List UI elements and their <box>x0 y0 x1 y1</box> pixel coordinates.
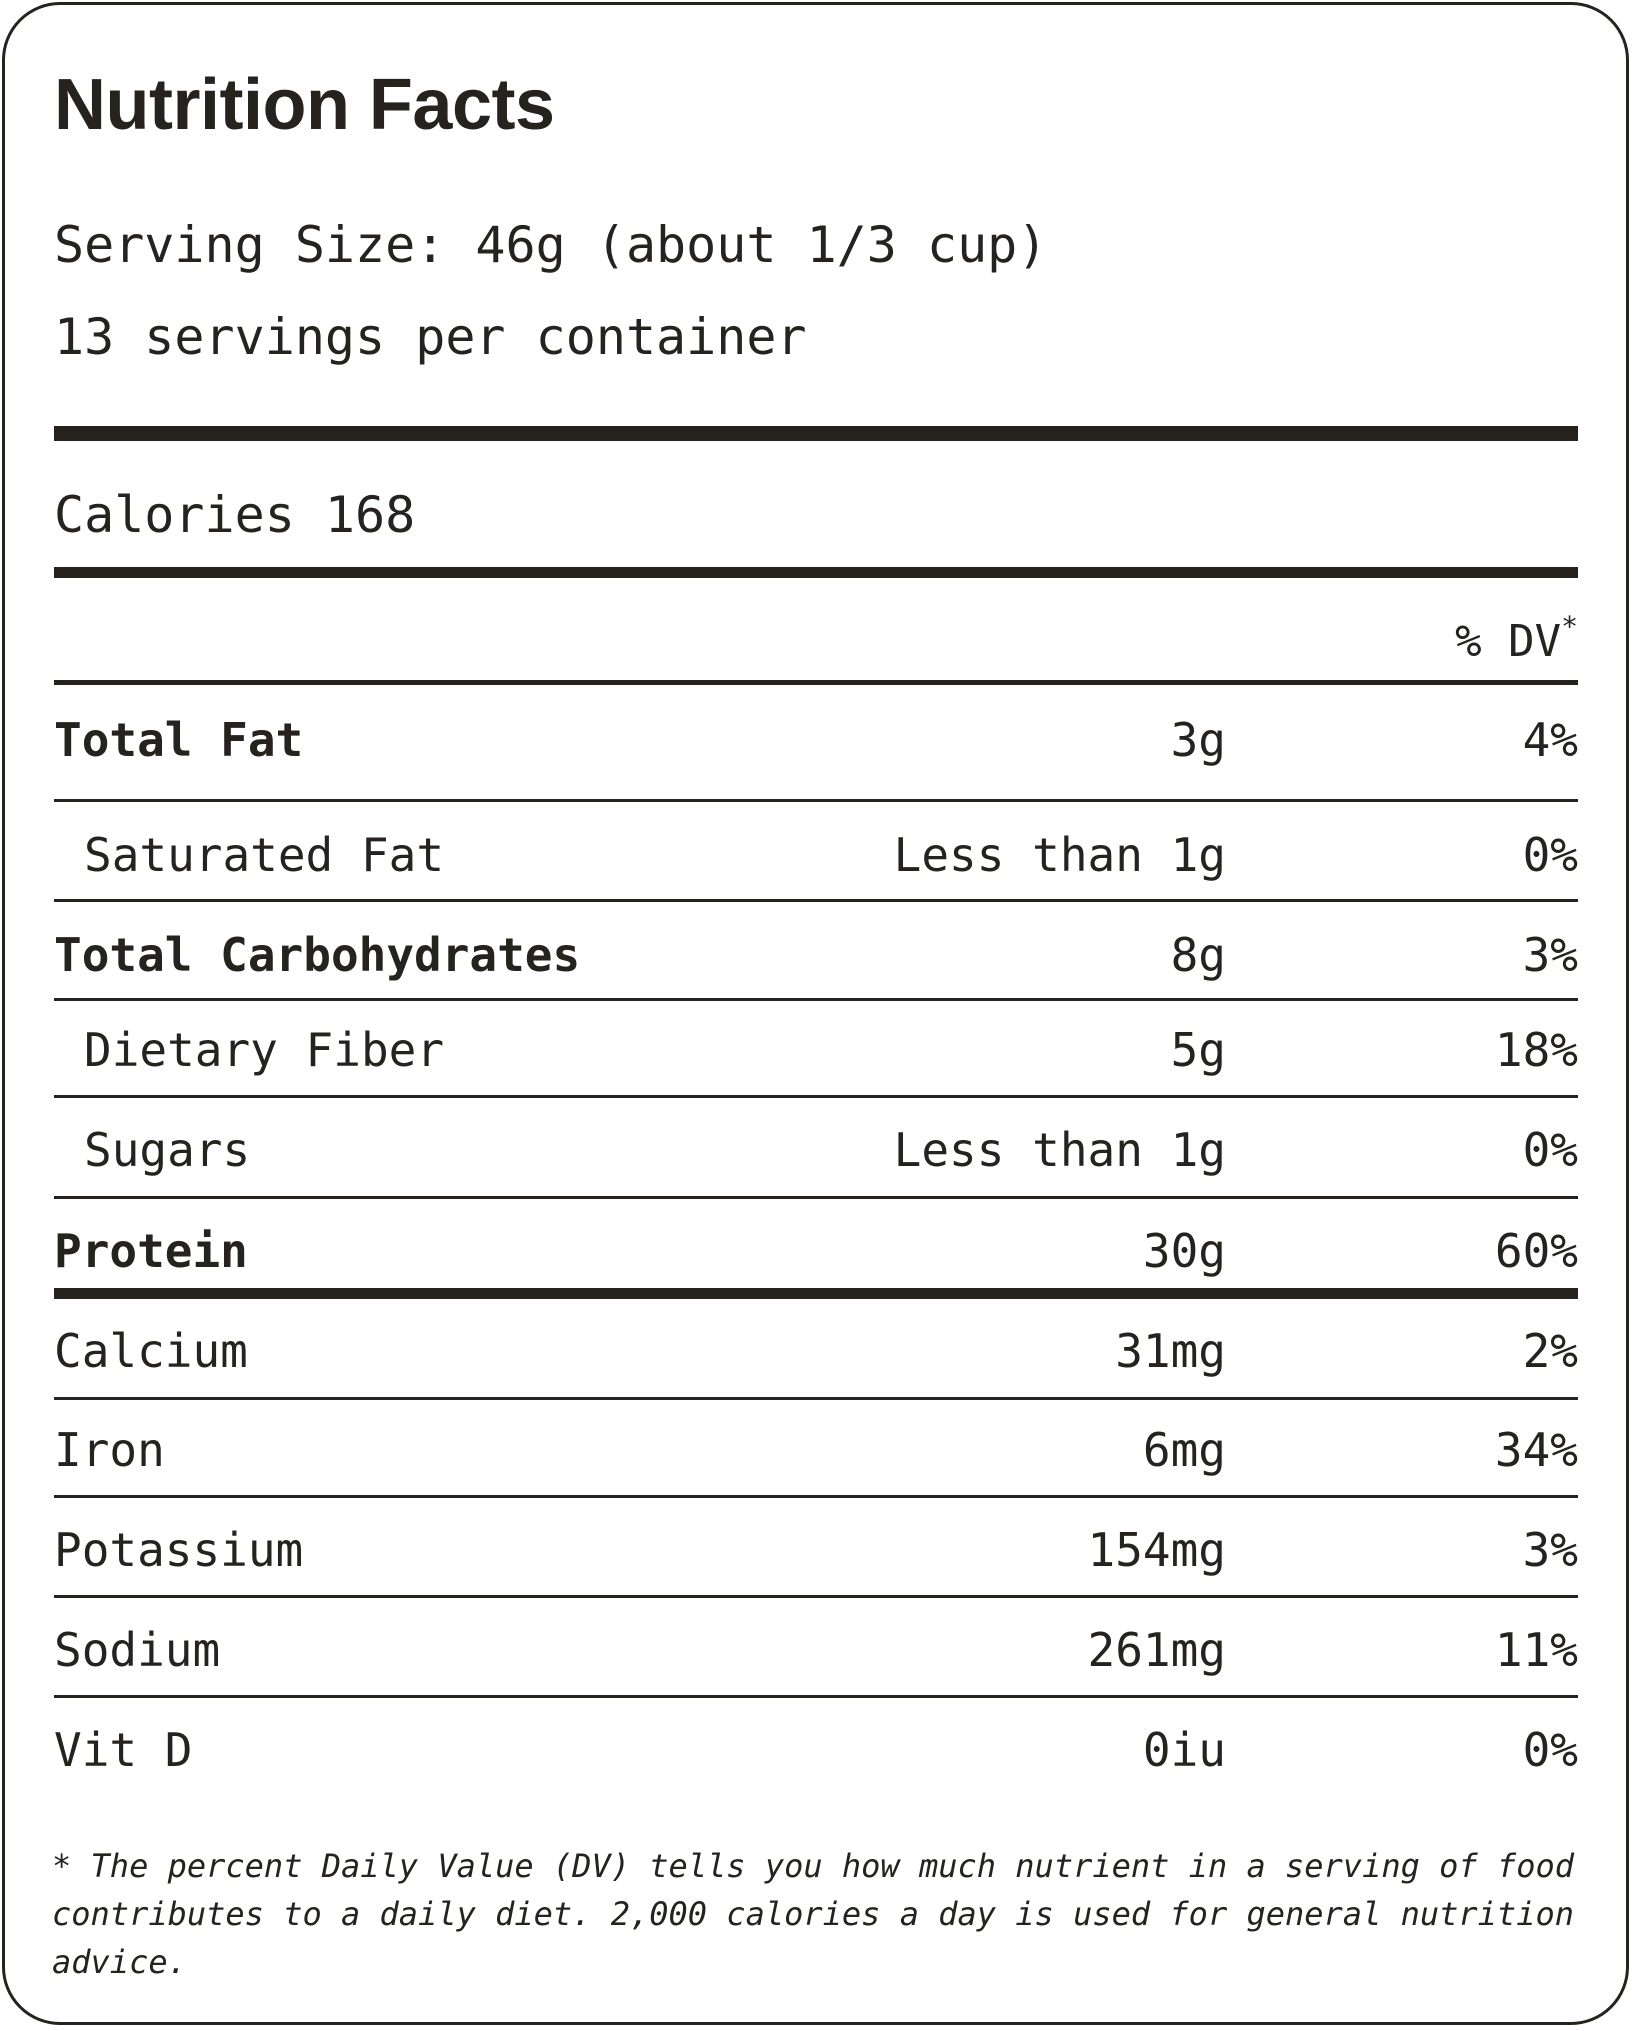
label-title: Nutrition Facts <box>54 65 555 145</box>
row-divider <box>54 1595 1578 1598</box>
dv-asterisk: * <box>1561 610 1578 643</box>
mineral-dv: 11% <box>1494 1623 1578 1677</box>
mineral-row-sodium <box>54 1615 1578 1685</box>
nutrient-row-sugars <box>54 1115 1578 1185</box>
nutrient-amount: Less than 1g <box>893 1123 1226 1177</box>
dv-footnote: * The percent Daily Value (DV) tells you how much nutrient in a serving of food contributes to a daily diet. 2,000 calories a day is used for general nutrition advice. <box>52 1847 1574 1981</box>
nutrient-name: Total Fat <box>54 713 304 767</box>
mineral-row-potassium <box>54 1515 1578 1585</box>
mineral-name: Potassium <box>54 1523 304 1577</box>
nutrient-dv: 3% <box>1522 928 1578 982</box>
row-divider <box>54 1695 1578 1698</box>
row-divider <box>54 1095 1578 1098</box>
calories: Calories 168 <box>54 486 416 544</box>
nutrient-row-saturated-fat <box>54 820 1578 890</box>
nutrient-row-protein <box>54 1216 1578 1286</box>
mineral-amount: 31mg <box>1115 1324 1226 1378</box>
mineral-row-calcium <box>54 1316 1578 1386</box>
mineral-name: Vit D <box>54 1723 193 1777</box>
thick-divider <box>54 426 1578 441</box>
nutrient-row-dietary-fiber <box>54 1015 1578 1085</box>
nutrient-name: Total Carbohydrates <box>54 928 581 982</box>
medium-divider <box>54 567 1578 578</box>
row-divider <box>54 998 1578 1001</box>
nutrient-name: Dietary Fiber <box>84 1023 445 1077</box>
nutrient-amount: Less than 1g <box>893 828 1226 882</box>
nutrient-dv: 0% <box>1522 1123 1578 1177</box>
row-divider <box>54 799 1578 802</box>
mineral-dv: 3% <box>1522 1523 1578 1577</box>
nutrient-dv: 18% <box>1494 1023 1578 1077</box>
minerals-divider <box>54 1288 1578 1299</box>
nutrition-label-card <box>2 2 1629 2025</box>
nutrient-dv: 4% <box>1522 713 1578 767</box>
nutrient-name: Protein <box>54 1224 248 1278</box>
nutrient-dv: 0% <box>1522 828 1578 882</box>
nutrient-row-total-carbohydrates <box>54 920 1578 990</box>
mineral-row-vit-d <box>54 1715 1578 1785</box>
nutrient-name: Saturated Fat <box>84 828 445 882</box>
nutrient-dv: 60% <box>1494 1224 1578 1278</box>
dv-header-label: % DV <box>1455 616 1562 667</box>
mineral-dv: 34% <box>1494 1423 1578 1477</box>
serving-size: Serving Size: 46g (about 1/3 cup) <box>54 216 1048 274</box>
mineral-name: Iron <box>54 1423 165 1477</box>
header-divider <box>54 680 1578 685</box>
row-divider <box>54 899 1578 902</box>
mineral-amount: 154mg <box>1087 1523 1226 1577</box>
nutrient-row-total-fat <box>54 705 1578 775</box>
nutrient-name: Sugars <box>84 1123 251 1177</box>
row-divider <box>54 1196 1578 1199</box>
mineral-dv: 0% <box>1522 1723 1578 1777</box>
mineral-amount: 6mg <box>1142 1423 1226 1477</box>
mineral-dv: 2% <box>1522 1324 1578 1378</box>
nutrient-amount: 8g <box>1170 928 1226 982</box>
servings-per-container: 13 servings per container <box>54 308 807 366</box>
mineral-amount: 261mg <box>1087 1623 1226 1677</box>
mineral-row-iron <box>54 1415 1578 1485</box>
mineral-name: Calcium <box>54 1324 248 1378</box>
row-divider <box>54 1397 1578 1400</box>
nutrient-amount: 30g <box>1142 1224 1226 1278</box>
nutrient-amount: 5g <box>1170 1023 1226 1077</box>
nutrient-amount: 3g <box>1170 713 1226 767</box>
mineral-name: Sodium <box>54 1623 221 1677</box>
dv-column-header <box>1455 607 1578 677</box>
row-divider <box>54 1495 1578 1498</box>
mineral-amount: 0iu <box>1142 1723 1226 1777</box>
